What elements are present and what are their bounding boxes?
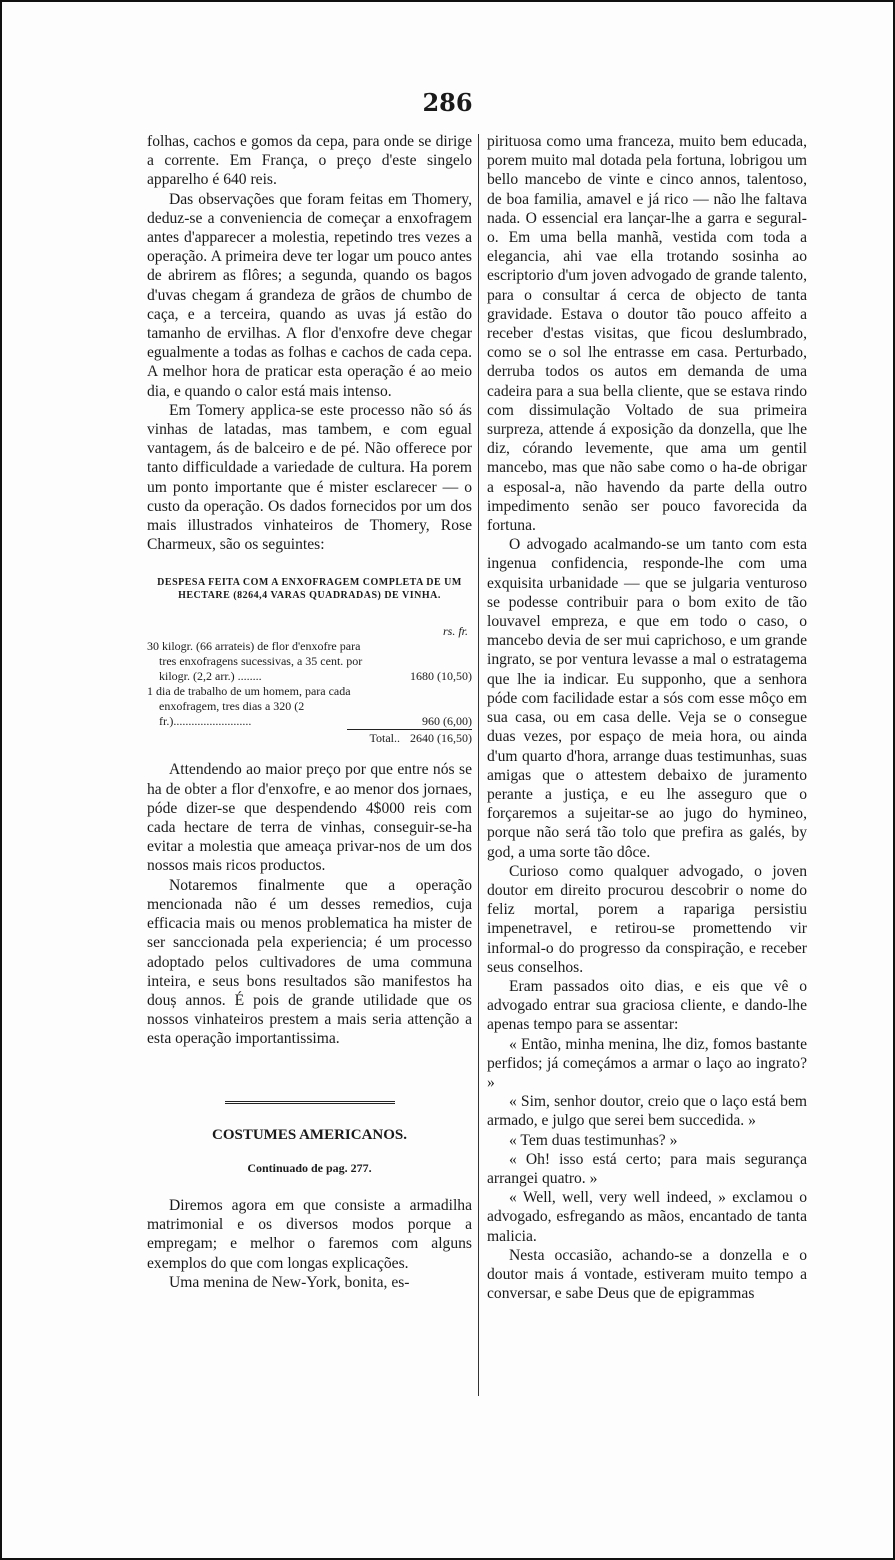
currency-header: rs. fr.: [442, 624, 468, 639]
paragraph: Uma menina de New-York, bonita, es-: [169, 1273, 410, 1291]
table-row: [147, 639, 472, 684]
paragraph: Notaremos finalmente que a operação mencionada não é um desses remedios, cuja efficacia mais ou menos problematica ha mister de ser sanccionada pela experiencia; é um processo adoptado pelos cultivadores de uma communa inteira, e seus bons resultados são manifestos ha douș annos. É pois de grande utilidade que os nossos vinhateiros prestem a mais seria attenção a esta operação importantissima.: [147, 876, 472, 1048]
paragraph: Nesta occasião, achando-se a donzella e o doutor mais á vontade, estiveram muito tempo a conversar, e sabe Deus que de epigrammas: [487, 1246, 807, 1303]
paragraph: Diremos agora em que consiste a armadilha matrimonial e os diversos modos porque a empregam; e melhor o faremos com alguns exemplos do que com longas explicações.: [147, 1196, 472, 1272]
section-title: COSTUMES AMERICANOS.: [211, 1126, 408, 1143]
paragraph: « Oh! isso está certo; para mais segurança arrangei quatro. »: [487, 1150, 807, 1187]
paragraph: folhas, cachos e gomos da cepa, para onde se dirige a corrente. Em França, o preço d'este singelo apparelho é 640 reis.: [147, 133, 472, 189]
paragraph: « Well, well, very well indeed, » exclamou o advogado, esfregando as mãos, encantado de tanta malicia.: [487, 1189, 807, 1245]
paragraph: Curioso como qualquer advogado, o joven doutor em direito procurou descobrir o nome do feliz mortal, porem a rapariga persistiu impenetravel, e retirou-se promettendo vir informal-o do progresso da conspiração, e receber seus conselhos.: [487, 862, 807, 976]
paragraph: Das observações que foram feitas em Thomery, deduz-se a conveniencia de começar a enxofragem antes d'apparecer a molestia, repetindo tres vezes a operação. A primeira deve ter logar um pouco antes de abrirem as flôres; a segunda, quando os bagos d'uvas chegam á grandeza de grãos de chumbo de caça, e a terceira, quando as uvas já estão do tamanho de ervilhas. A flor d'enxofre deve chegar egualmente a todas as folhas e cachos de cada cepa. A melhor hora de praticar esta operação é ao meio dia, e quando o calor está mais intenso.: [147, 190, 472, 400]
section-separator: [225, 1101, 395, 1104]
section-subtitle: Continuado de pag. 277.: [247, 1160, 372, 1175]
paragraph: « Sim, senhor doutor, creio que o laço está bem armado, e julgo que serei bem succedida. »: [487, 1093, 807, 1130]
table-row: [147, 684, 472, 729]
page-number: 286: [422, 88, 473, 117]
total-label: Total..: [369, 731, 400, 746]
row-value: 1680 (10,50): [410, 669, 472, 684]
paragraph: pirituosa como uma franceza, muito bem educada, porem muito mal dotada pela fortuna, lobrigou um bello mancebo de vinte e cinco annos, talentoso, de boa familia, amavel e já rico — não lhe faltava nada. O essencial era lançar-lhe a garra e segural-o. Em uma bella manhã, vestida com toda a elegancia, ahi vae ella trotando sosinha ao escriptorio d'um joven advogado de grande talento, para o consultar á cerca de objecto de tanta gravidade. Estava o doutor tão pouco affeito a receber d'estas visitas, que ficou deslumbrado, como se o sol lhe entrasse em casa. Perturbado, derruba todos os autos em demanda de uma cadeira para a sua bella cliente, que se estava rindo com dissimulação Voltado de sua primeira surpreza, attende á exposição da donzella, que lhe diz, córando levemente, que ama um gentil mancebo, mas que não sabe como o ha-de obrigar a esposal-a, não havendo da parte della outro impedimento senão ser pouco favorecida da fortuna.: [487, 133, 807, 535]
row-description: 30 kilogr. (66 arrateis) de flor d'enxofre para tres enxofragens sucessivas, a 35 cent. por kilogr. (2,2 arr.) ........: [147, 639, 363, 684]
paragraph: « Então, minha menina, lhe diz, fomos bastante perfidos; já começámos a armar o laço ao ingrato? »: [487, 1035, 807, 1091]
paragraph: Attendendo ao maior preço por que entre nós se ha de obter a flor d'enxofre, e ao menor dos jornaes, póde dizer-se que despendendo 4$000 reis com cada hectare de terra de vinhas, conseguir-se-ha evitar a molestia que ameaça privar-nos de um dos nossos mais ricos productos.: [147, 761, 472, 875]
row-description: 1 dia de trabalho de um homem, para cada enxofragem, tres dias a 320 (2 fr.)..........................: [147, 684, 351, 729]
paragraph: Em Tomery applica-se este processo não só ás vinhas de latadas, mas tambem, e com egual vantagem, ás de balceiro e de pé. Não offerece por tanto difficuldade a variedade de cultura. Ha porem um ponto importante que é mister esclarecer — o custo da operação. Os dados fornecidos por um dos mais illustrados vinhateiros de Thomery, Rose Charmeux, são os seguintes:: [147, 401, 472, 554]
right-column: [487, 132, 807, 1303]
table-caption: DESPESA FEITA COM A ENXOFRAGEM COMPLETA DE UM HECTARE (8264,4 VARAS QUADRADAS) DE VINHA.: [157, 577, 462, 602]
total-value: 2640 (16,50): [410, 731, 472, 746]
row-value: 960 (6,00): [422, 714, 472, 729]
paragraph: O advogado acalmando-se um tanto com esta ingenua confidencia, responde-lhe com uma exquisita urbanidade — que se julgaria venturoso se podesse contribuir para o bom exito de tão louvavel empreza, e que em todo o caso, o mancebo devia de ser mui caprichoso, e um grande ingrato, se por ventura levasse a mal o estratagema que lhe ia indicar. Eu supponho, que a senhora póde com facilidade estar a sós com esse môço em sua casa, ou em casa delle. Veja se o consegue duas vezes, por espaço de meia hora, ou ainda d'um quarto d'hora, arrange duas testimunhas, suas amigas que o attestem debaixo de juramento perante a justiça, e eu lhe asseguro que o forçaremos a sujeitar-se ao jugo do hymineo, porque não será tão tolo que prefira as galés, by god, a uma sorte tão dôce.: [487, 536, 807, 861]
left-column: [147, 132, 472, 1292]
paragraph: Eram passados oito dias, e eis que vê o advogado entrar sua graciosa cliente, e dando-lhe apenas tempo para se assentar:: [487, 977, 807, 1034]
total-row: [347, 729, 472, 746]
paragraph: « Tem duas testimunhas? »: [509, 1131, 678, 1149]
column-divider: [478, 134, 479, 1396]
cost-table: [147, 624, 472, 746]
